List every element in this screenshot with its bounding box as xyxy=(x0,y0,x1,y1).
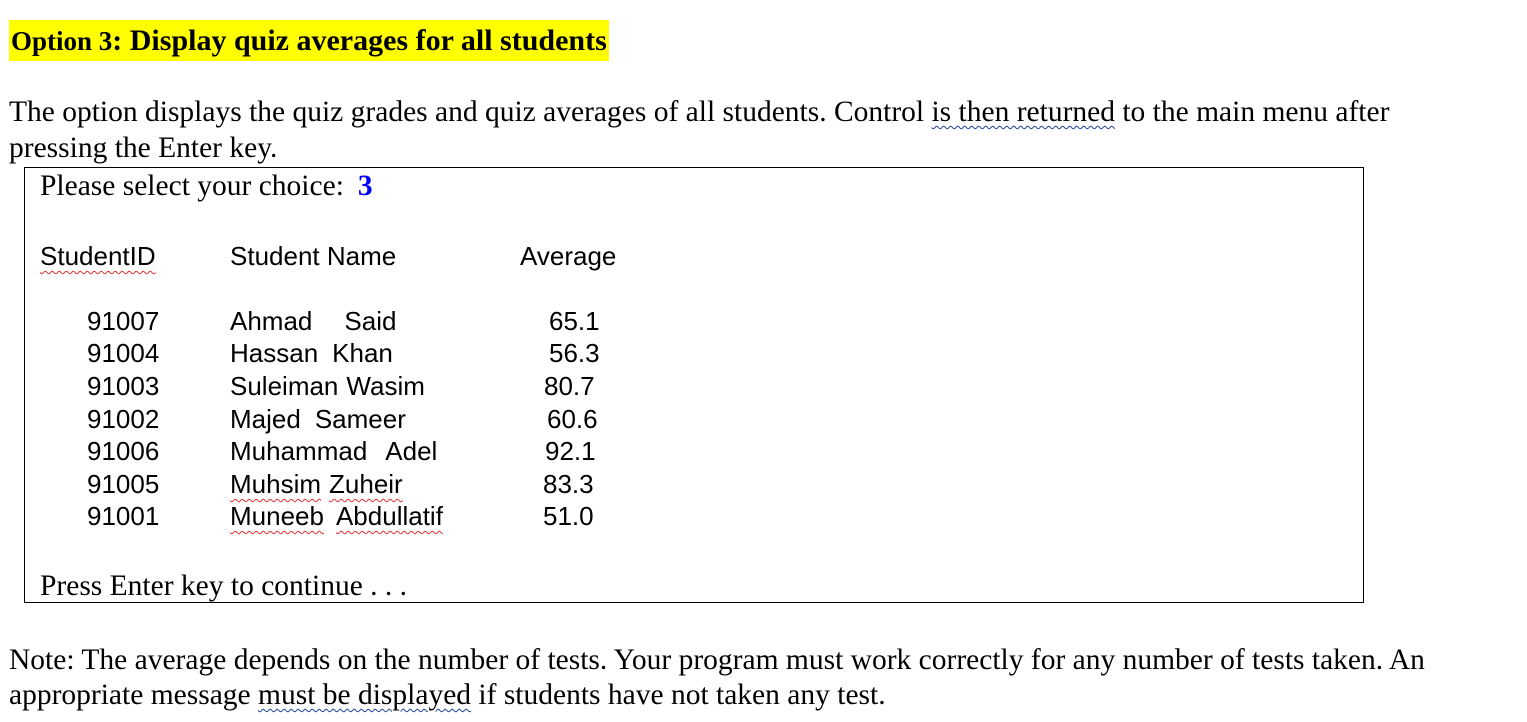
table-row-name: Ahmad Said xyxy=(230,306,397,336)
table-row-name: Muneeb Abdullatif xyxy=(230,501,443,531)
table-row-name: Muhsim Zuheir xyxy=(230,469,403,499)
note-text-a: appropriate message xyxy=(9,679,259,711)
table-row-average: 80.7 xyxy=(544,371,595,401)
choice-value: 3 xyxy=(357,170,373,202)
prompt-text: Please select your choice: xyxy=(40,170,344,202)
note-paragraph-line2 xyxy=(9,677,886,713)
console-output-box xyxy=(24,167,1364,603)
table-row-average: 92.1 xyxy=(545,436,596,466)
section-heading xyxy=(9,20,609,61)
table-row-id: 91002 xyxy=(87,404,160,434)
header-average: Average xyxy=(520,241,617,271)
header-student-id: StudentID xyxy=(40,241,156,271)
table-row-id: 91004 xyxy=(87,338,160,368)
table-row-name: Muhammad Adel xyxy=(230,436,438,466)
table-row-average: 56.3 xyxy=(549,338,600,368)
note-paragraph-line1: Note: The average depends on the number of tests. Your program must work correctly for any number of tests taken. An xyxy=(9,644,1425,676)
table-row-average: 60.6 xyxy=(547,404,598,434)
intro-text-b: to the main menu after xyxy=(1114,96,1390,128)
table-row-name: Hassan Khan xyxy=(230,338,393,368)
table-row-average: 65.1 xyxy=(549,306,600,336)
table-row-id: 91001 xyxy=(87,501,160,531)
intro-paragraph-line1 xyxy=(9,94,1389,130)
table-row-id: 91007 xyxy=(87,306,160,336)
intro-text-a: The option displays the quiz grades and quiz averages of all students. Control xyxy=(9,96,932,128)
note-flagged-phrase: must be displayed xyxy=(258,679,472,711)
table-row-id: 91006 xyxy=(87,436,160,466)
heading-title: : Display quiz averages for all students xyxy=(112,24,607,57)
table-row-id: 91003 xyxy=(87,371,160,401)
table-row-average: 83.3 xyxy=(543,469,594,499)
heading-option-label: Option 3 xyxy=(11,26,113,56)
note-text-b: if students have not taken any test. xyxy=(471,679,886,711)
press-enter-prompt: Press Enter key to continue . . . xyxy=(40,570,408,602)
table-row-name: Majed Sameer xyxy=(230,404,406,434)
header-student-name: Student Name xyxy=(230,241,397,271)
choice-prompt xyxy=(40,168,373,204)
table-row-average: 51.0 xyxy=(543,501,594,531)
intro-paragraph-line2: pressing the Enter key. xyxy=(9,132,278,164)
table-row-name: Suleiman Wasim xyxy=(230,371,425,401)
intro-flagged-phrase: is then returned xyxy=(931,96,1115,128)
table-row-id: 91005 xyxy=(87,469,160,499)
